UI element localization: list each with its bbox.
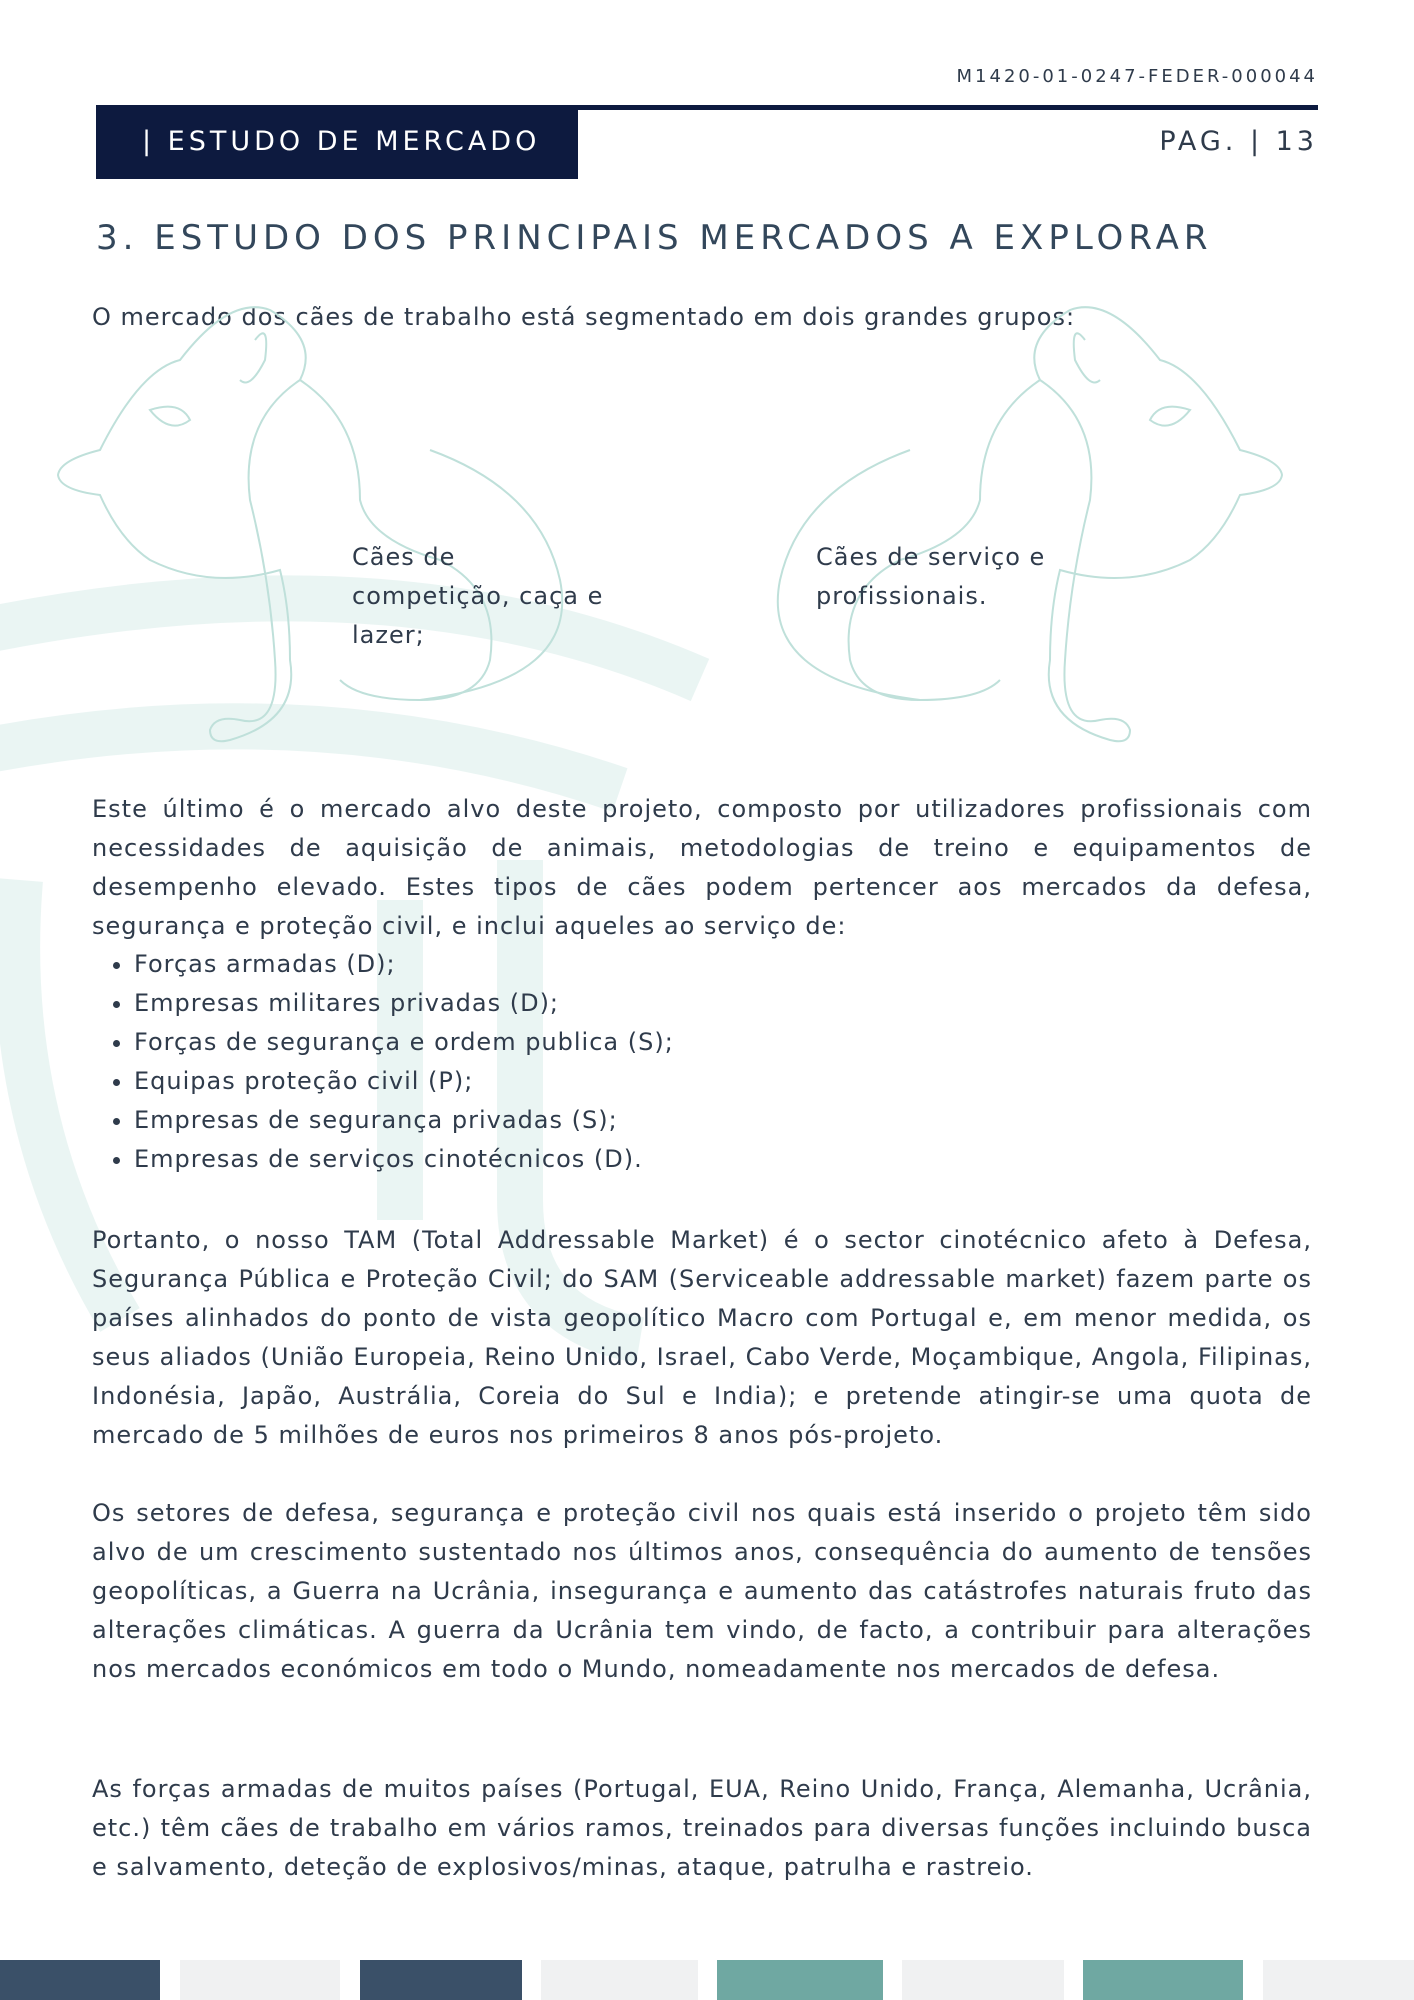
page-number: PAG. | 13 (1159, 126, 1318, 157)
intro-paragraph: O mercado dos cães de trabalho está segmentado em dois grandes grupos: (92, 303, 1076, 331)
service-list (92, 945, 674, 1179)
footer-bar-8 (1263, 1960, 1414, 2000)
list-item: • Equipas proteção civil (P); (134, 1062, 674, 1101)
paragraph-armed-forces: As forças armadas de muitos países (Portugal, EUA, Reino Unido, França, Alemanha, Ucrânia, etc.) têm cães de trabalho em vários ramos, treinados para diversas funções incluindo busca e salvamento, deteção de explosivos/minas, ataque, patrulha e rastreio. (92, 1775, 1312, 1881)
section-tab: | ESTUDO DE MERCADO (96, 105, 578, 179)
paragraph-target-market: Este último é o mercado alvo deste projeto, composto por utilizadores profissionais com necessidades de aquisição de animais, metodologias de treino e equipamentos de desempenho elevado. Estes tipos de cães podem pertencer aos mercados da defesa, segurança e proteção civil, e inclui aqueles ao serviço de: (92, 795, 1312, 940)
dog-outlines-illustration (40, 300, 1320, 770)
footer-bar-4 (541, 1960, 698, 2000)
footer-bar-7 (1083, 1960, 1243, 2000)
group-label-competition: Cães de competição, caça e lazer; (352, 543, 604, 649)
group-label-service: Cães de serviço e profissionais. (816, 543, 1046, 610)
footer-bar-3 (360, 1960, 522, 2000)
list-item: • Forças armadas (D); (134, 945, 674, 984)
paragraph-tam-sam: Portanto, o nosso TAM (Total Addressable Market) é o sector cinotécnico afeto à Defesa, Segurança Pública e Proteção Civil; do SAM (Serviceable addressable market) fazem parte os países alinhados do ponto de vista geopolítico Macro com Portugal e, em menor medida, os seus aliados (União Europeia, Reino Unido, Israel, Cabo Verde, Moçambique, Angola, Filipinas, Indonésia, Japão, Austrália, Coreia do Sul e India); e pretende atingir-se uma quota de mercado de 5 milhões de euros nos primeiros 8 anos pós-projeto. (92, 1226, 1312, 1449)
footer-bar-6 (902, 1960, 1064, 2000)
footer-bar-2 (180, 1960, 340, 2000)
list-item: • Forças de segurança e ordem publica (S); (134, 1023, 674, 1062)
project-code: M1420-01-0247-FEDER-000044 (956, 66, 1318, 87)
dog-left-icon (58, 307, 306, 741)
list-item: • Empresas de segurança privadas (S); (134, 1101, 674, 1140)
footer-bar-1 (0, 1960, 160, 2000)
list-item: • Empresas militares privadas (D); (134, 984, 674, 1023)
section-title: 3. ESTUDO DOS PRINCIPAIS MERCADOS A EXPLORAR (96, 218, 1213, 258)
paragraph-growth: Os setores de defesa, segurança e proteção civil nos quais está inserido o projeto têm sido alvo de um crescimento sustentado nos últimos anos, consequência do aumento de tensões geopolíticas, a Guerra na Ucrânia, insegurança e aumento das catástrofes naturais fruto das alterações climáticas. A guerra da Ucrânia tem vindo, de facto, a contribuir para alterações nos mercados económicos em todo o Mundo, nomeadamente nos mercados de defesa. (92, 1499, 1312, 1683)
list-item: • Empresas de serviços cinotécnicos (D). (134, 1140, 674, 1179)
footer-bar-5 (717, 1960, 883, 2000)
dog-right-icon (1034, 307, 1282, 741)
